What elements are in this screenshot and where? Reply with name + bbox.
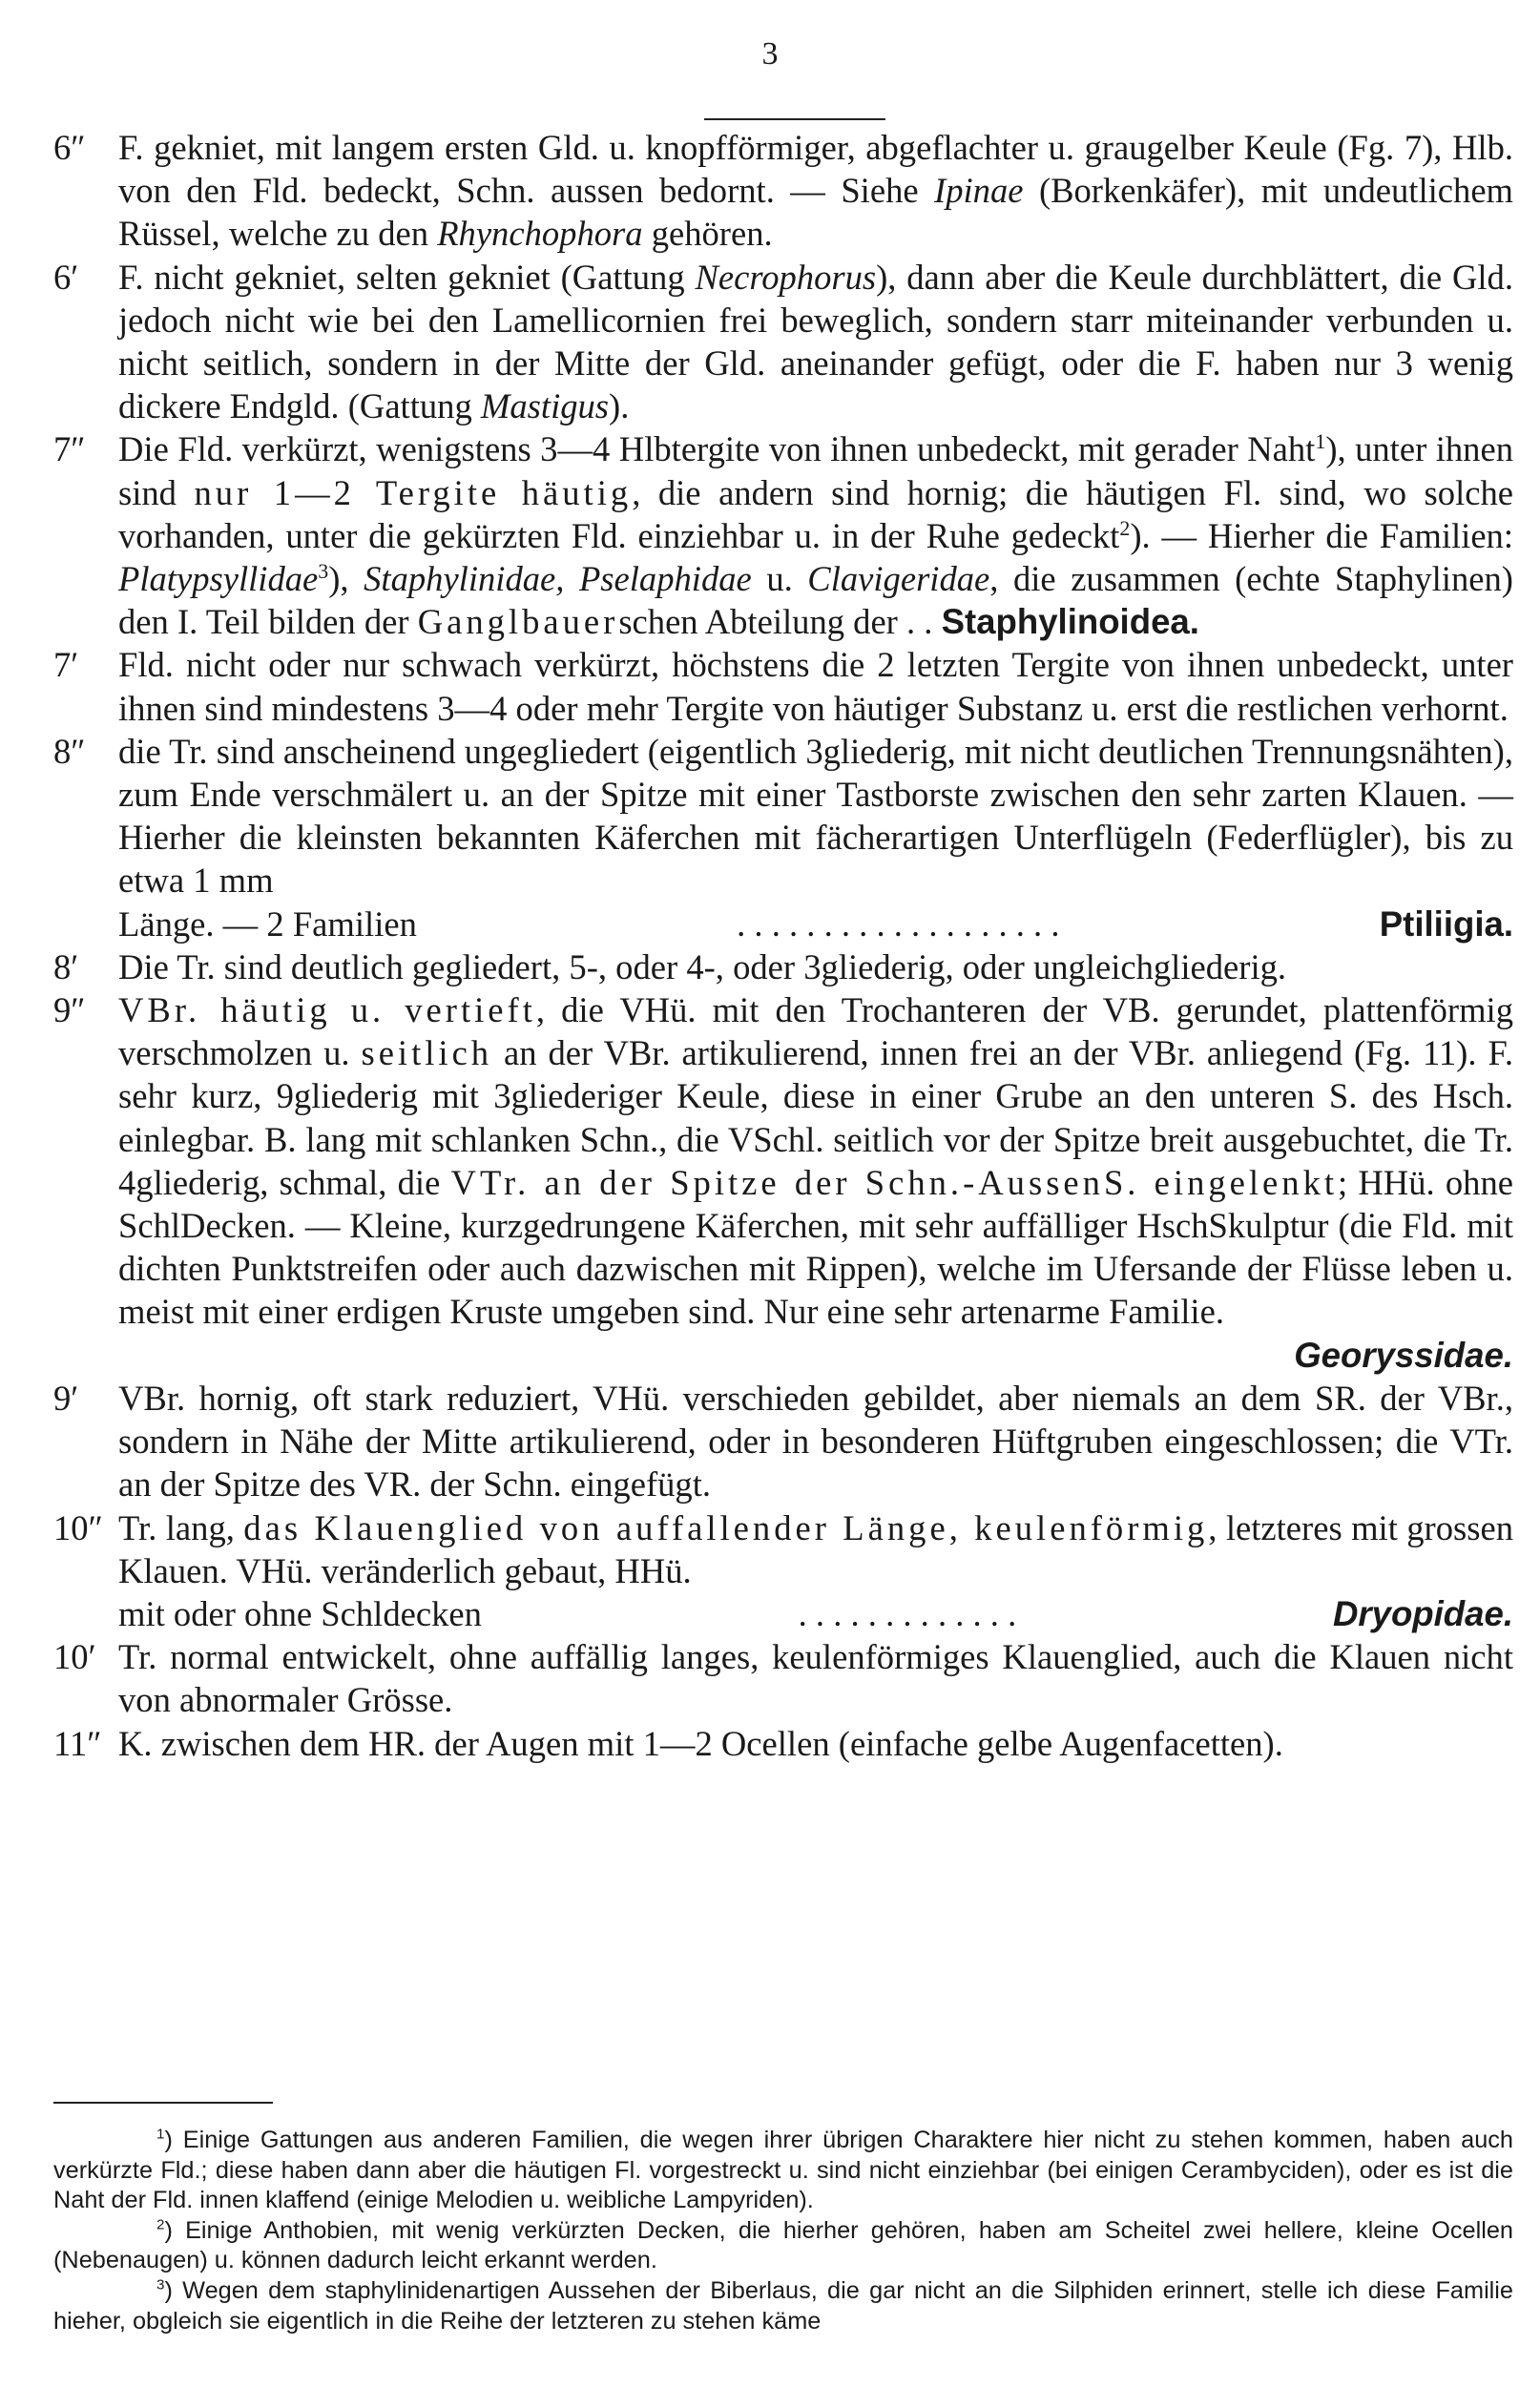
entry-text: , die andern sind hornig; die häutigen Fl. sind, wo solche vorhanden, unter die gekürzten Fld. einziehbar u. in der Ruhe gedeckt — [118, 472, 1514, 555]
entry-text: Länge. — 2 Familien — [118, 903, 417, 944]
footnote-mark: 1 — [156, 2126, 165, 2143]
entry-text: , die zusammen (echte Staphylinen) den I. Teil bilden der — [118, 559, 1513, 642]
entry-number: 6″ — [53, 128, 86, 167]
entry-number: 6′ — [53, 257, 79, 297]
taxon-name: Necrophorus — [695, 257, 877, 297]
entry-text: K. zwischen dem HR. der Augen mit 1—2 Ocellen (einfache gelbe Augenfacetten). — [118, 1723, 1283, 1763]
entry-text: ), dann aber die Keule durchblättert, die Gld. jedoch nicht wie bei den Lamellicornien frei beweglich, sondern starr miteinander verbunden u. nicht seitlich, sondern in der Mitte der Gld. aneinander gefügt, oder die F. haben nur 3 wenig dickere Endgld. (Gattung — [118, 257, 1513, 426]
leader-line — [118, 903, 1513, 945]
entry-text: , die VHü. mit den Trochanteren der VB. gerundet, plattenförmig verschmolzen u. — [118, 990, 1513, 1073]
entry-number: 10′ — [53, 1637, 96, 1677]
key-entry — [53, 730, 1513, 945]
entry-text: ; HHü. ohne SchlDecken. — Kleine, kurzgedrungene Käferchen, mit sehr auffälliger HschSkulptur (die Fld. mit dichten Punktstreifen oder auch dazwischen mit Rippen), welche im Ufersande der Flüsse leben u. meist mit einer erdigen Kruste umgeben sind. Nur eine sehr artenarme Familie. — [118, 1162, 1513, 1332]
footnote — [53, 2276, 1513, 2336]
entry-text: Die Fld. verkürzt, wenigstens 3—4 Hlbtergite von ihnen unbedeckt, mit gerader Naht — [118, 429, 1316, 469]
leader-line — [118, 1592, 1513, 1635]
entry-text: die Tr. sind anscheinend ungegliedert (eigentlich 3gliederig, mit nicht deutlichen Trennungsnähten), zum Ende verschmälert u. an der Spitze mit einer Tastborste zwischen den sehr zarten Klauen. — Hierher die kleinsten bekannten Käferchen mit fächerartigen Unterflügeln (Federflügler), bis zu etwa 1 mm — [118, 731, 1513, 901]
key-entry — [53, 1722, 1513, 1765]
entry-number: 7″ — [53, 429, 86, 469]
entry-number: 8′ — [53, 946, 79, 986]
key-entry — [53, 1377, 1513, 1506]
footnote-text: ) Einige Gattungen aus anderen Familien, die wegen ihrer übrigen Charaktere hier nicht zu stehen kommen, haben auch verkürzte Fld.; diese haben dann aber die häutigen Fl. vorgestreckt u. sind nicht einziehbar (bei einigen Cerambyciden), oder es ist die Naht der Fld. innen klaffend (einige Melodien u. weibliche Lampyriden). — [53, 2127, 1513, 2214]
family-name: Georyssidae. — [1294, 1335, 1513, 1375]
taxon-name: Staphylinidae, Pselaphidae — [364, 559, 752, 599]
entry-text: ), — [328, 559, 364, 599]
spaced-emphasis: VBr. häutig u. vertieft — [118, 990, 536, 1030]
taxon-name: Rhynchophora — [437, 214, 643, 254]
header-rule — [704, 118, 885, 120]
entry-number: 9″ — [53, 990, 86, 1030]
taxon-name: Mastigus — [480, 386, 610, 426]
entry-text: u. — [751, 559, 808, 599]
footnote-mark: 2 — [156, 2216, 165, 2233]
footnote-text: ) Einige Anthobien, mit wenig verkürzten Decken, die hierher gehören, haben am Scheitel zwei hellere, kleine Ocellen (Nebenaugen) u. können dadurch leicht erkannt werden. — [53, 2216, 1513, 2274]
key-entry — [53, 1635, 1513, 1721]
footnote-mark: 3 — [156, 2276, 165, 2294]
key-entry — [53, 945, 1513, 988]
entry-text: gehören. — [642, 214, 773, 254]
entry-number: 7′ — [53, 645, 79, 685]
footnote-ref: 2 — [1119, 515, 1131, 540]
dot-leader: . . . . . . . . . . . . . — [798, 1593, 1017, 1633]
key-entry — [53, 427, 1513, 643]
key-body — [53, 126, 1513, 1765]
spaced-emphasis: nur 1—2 Tergite häutig — [194, 472, 633, 512]
key-entry — [53, 643, 1513, 729]
entry-number: 9′ — [53, 1378, 79, 1418]
footnote — [53, 2126, 1513, 2216]
key-entry — [53, 988, 1513, 1377]
entry-text: Tr. lang, — [118, 1507, 244, 1547]
taxon-name: Platypsyllidae — [118, 559, 319, 599]
footnote — [53, 2216, 1513, 2276]
dot-leader: . . . . . . . . . . . . . . . . . . . — [737, 903, 1060, 944]
entry-text: Tr. normal entwickelt, ohne auffällig langes, keulenförmiges Klauenglied, auch die Klauen nicht von abnormaler Grösse. — [118, 1637, 1513, 1720]
entry-text: an der VBr. artikulierend, innen frei an der VBr. anliegend (Fg. 11). F. sehr kurz, 9gliederig mit 3gliederiger Keule, diese in einer Grube an den unteren S. des Hsch. einlegbar. B. lang mit schlanken Schn., die VSchl. seitlich vor der Spitze breit ausgebuchtet, die Tr. 4gliederig, schmal, die — [118, 1033, 1513, 1202]
entry-text: (Borkenkäfer), mit undeutlichem Rüssel, welche zu den — [118, 171, 1514, 254]
spaced-emphasis: das Klauenglied von auffallender Länge, keulenförmig — [243, 1507, 1209, 1547]
entry-text: ). — Hierher die Familien: — [1130, 515, 1514, 555]
entry-text: F. nicht gekniet, selten gekniet (Gattung — [118, 257, 696, 297]
entry-text: ), unter ihnen sind — [118, 429, 1513, 512]
footnote-ref: 1 — [1315, 429, 1326, 454]
entry-text: Fld. nicht oder nur schwach verkürzt, höchstens die 2 letzten Tergite von ihnen unbedeckt, unter ihnen sind mindestens 3—4 oder mehr Tergite von häutiger Substanz u. erst die restlichen verhornt. — [118, 645, 1513, 728]
entry-text: F. gekniet, mit langem ersten Gld. u. knopfförmiger, abgeflachter u. graugelber Keule (Fg. 7), Hlb. von den Fld. bedeckt, Schn. aussen bedornt. — Siehe — [118, 128, 1513, 211]
author-name: Ganglbauer — [417, 602, 619, 642]
family-name: Dryopidae. — [1332, 1593, 1513, 1633]
entry-number: 10″ — [53, 1507, 103, 1547]
footnote-ref: 3 — [318, 558, 329, 583]
footnote-text: ) Wegen dem staphylinidenartigen Aussehen der Biberlaus, die gar nicht an die Silphiden erinnert, stelle ich diese Familie hieher, obgleich sie eigentlich in die Reihe der letzteren zu stehen käme — [53, 2276, 1513, 2335]
entry-text: VBr. hornig, oft stark reduziert, VHü. verschieden gebildet, aber niemals an dem SR. der VBr., sondern in Nähe der Mitte artikulierend, oder in besonderen Hüftgruben eingeschlossen; die VTr. an der Spitze des VR. der Schn. eingefügt. — [118, 1378, 1513, 1505]
entry-text: , letzteres mit grossen Klauen. VHü. veränderlich gebaut, HHü. — [118, 1507, 1514, 1590]
entry-text: schen Abteilung der . . — [618, 602, 942, 642]
spaced-emphasis: seitlich — [361, 1033, 493, 1073]
taxon-name: Ipinae — [934, 171, 1024, 211]
key-entry — [53, 126, 1513, 256]
key-entry — [53, 256, 1513, 428]
footnote-rule — [53, 2102, 273, 2104]
entry-text: Die Tr. sind deutlich gegliedert, 5-, oder 4-, oder 3gliederig, oder ungleichgliederig. — [118, 946, 1287, 986]
family-name: Ptiliigia. — [1379, 903, 1513, 944]
family-name: Staphylinoidea. — [941, 602, 1199, 642]
entry-number: 11″ — [53, 1723, 102, 1763]
entry-text: ). — [609, 386, 630, 426]
spaced-emphasis: VTr. an der Spitze der Schn.-AussenS. eingelenkt — [450, 1162, 1339, 1202]
entry-number: 8″ — [53, 731, 86, 771]
footnotes — [53, 2126, 1513, 2336]
page-number: 3 — [761, 36, 779, 72]
taxon-name: Clavigeridae — [807, 559, 990, 599]
entry-text: mit oder ohne Schldecken — [118, 1593, 482, 1633]
key-entry — [53, 1506, 1513, 1636]
